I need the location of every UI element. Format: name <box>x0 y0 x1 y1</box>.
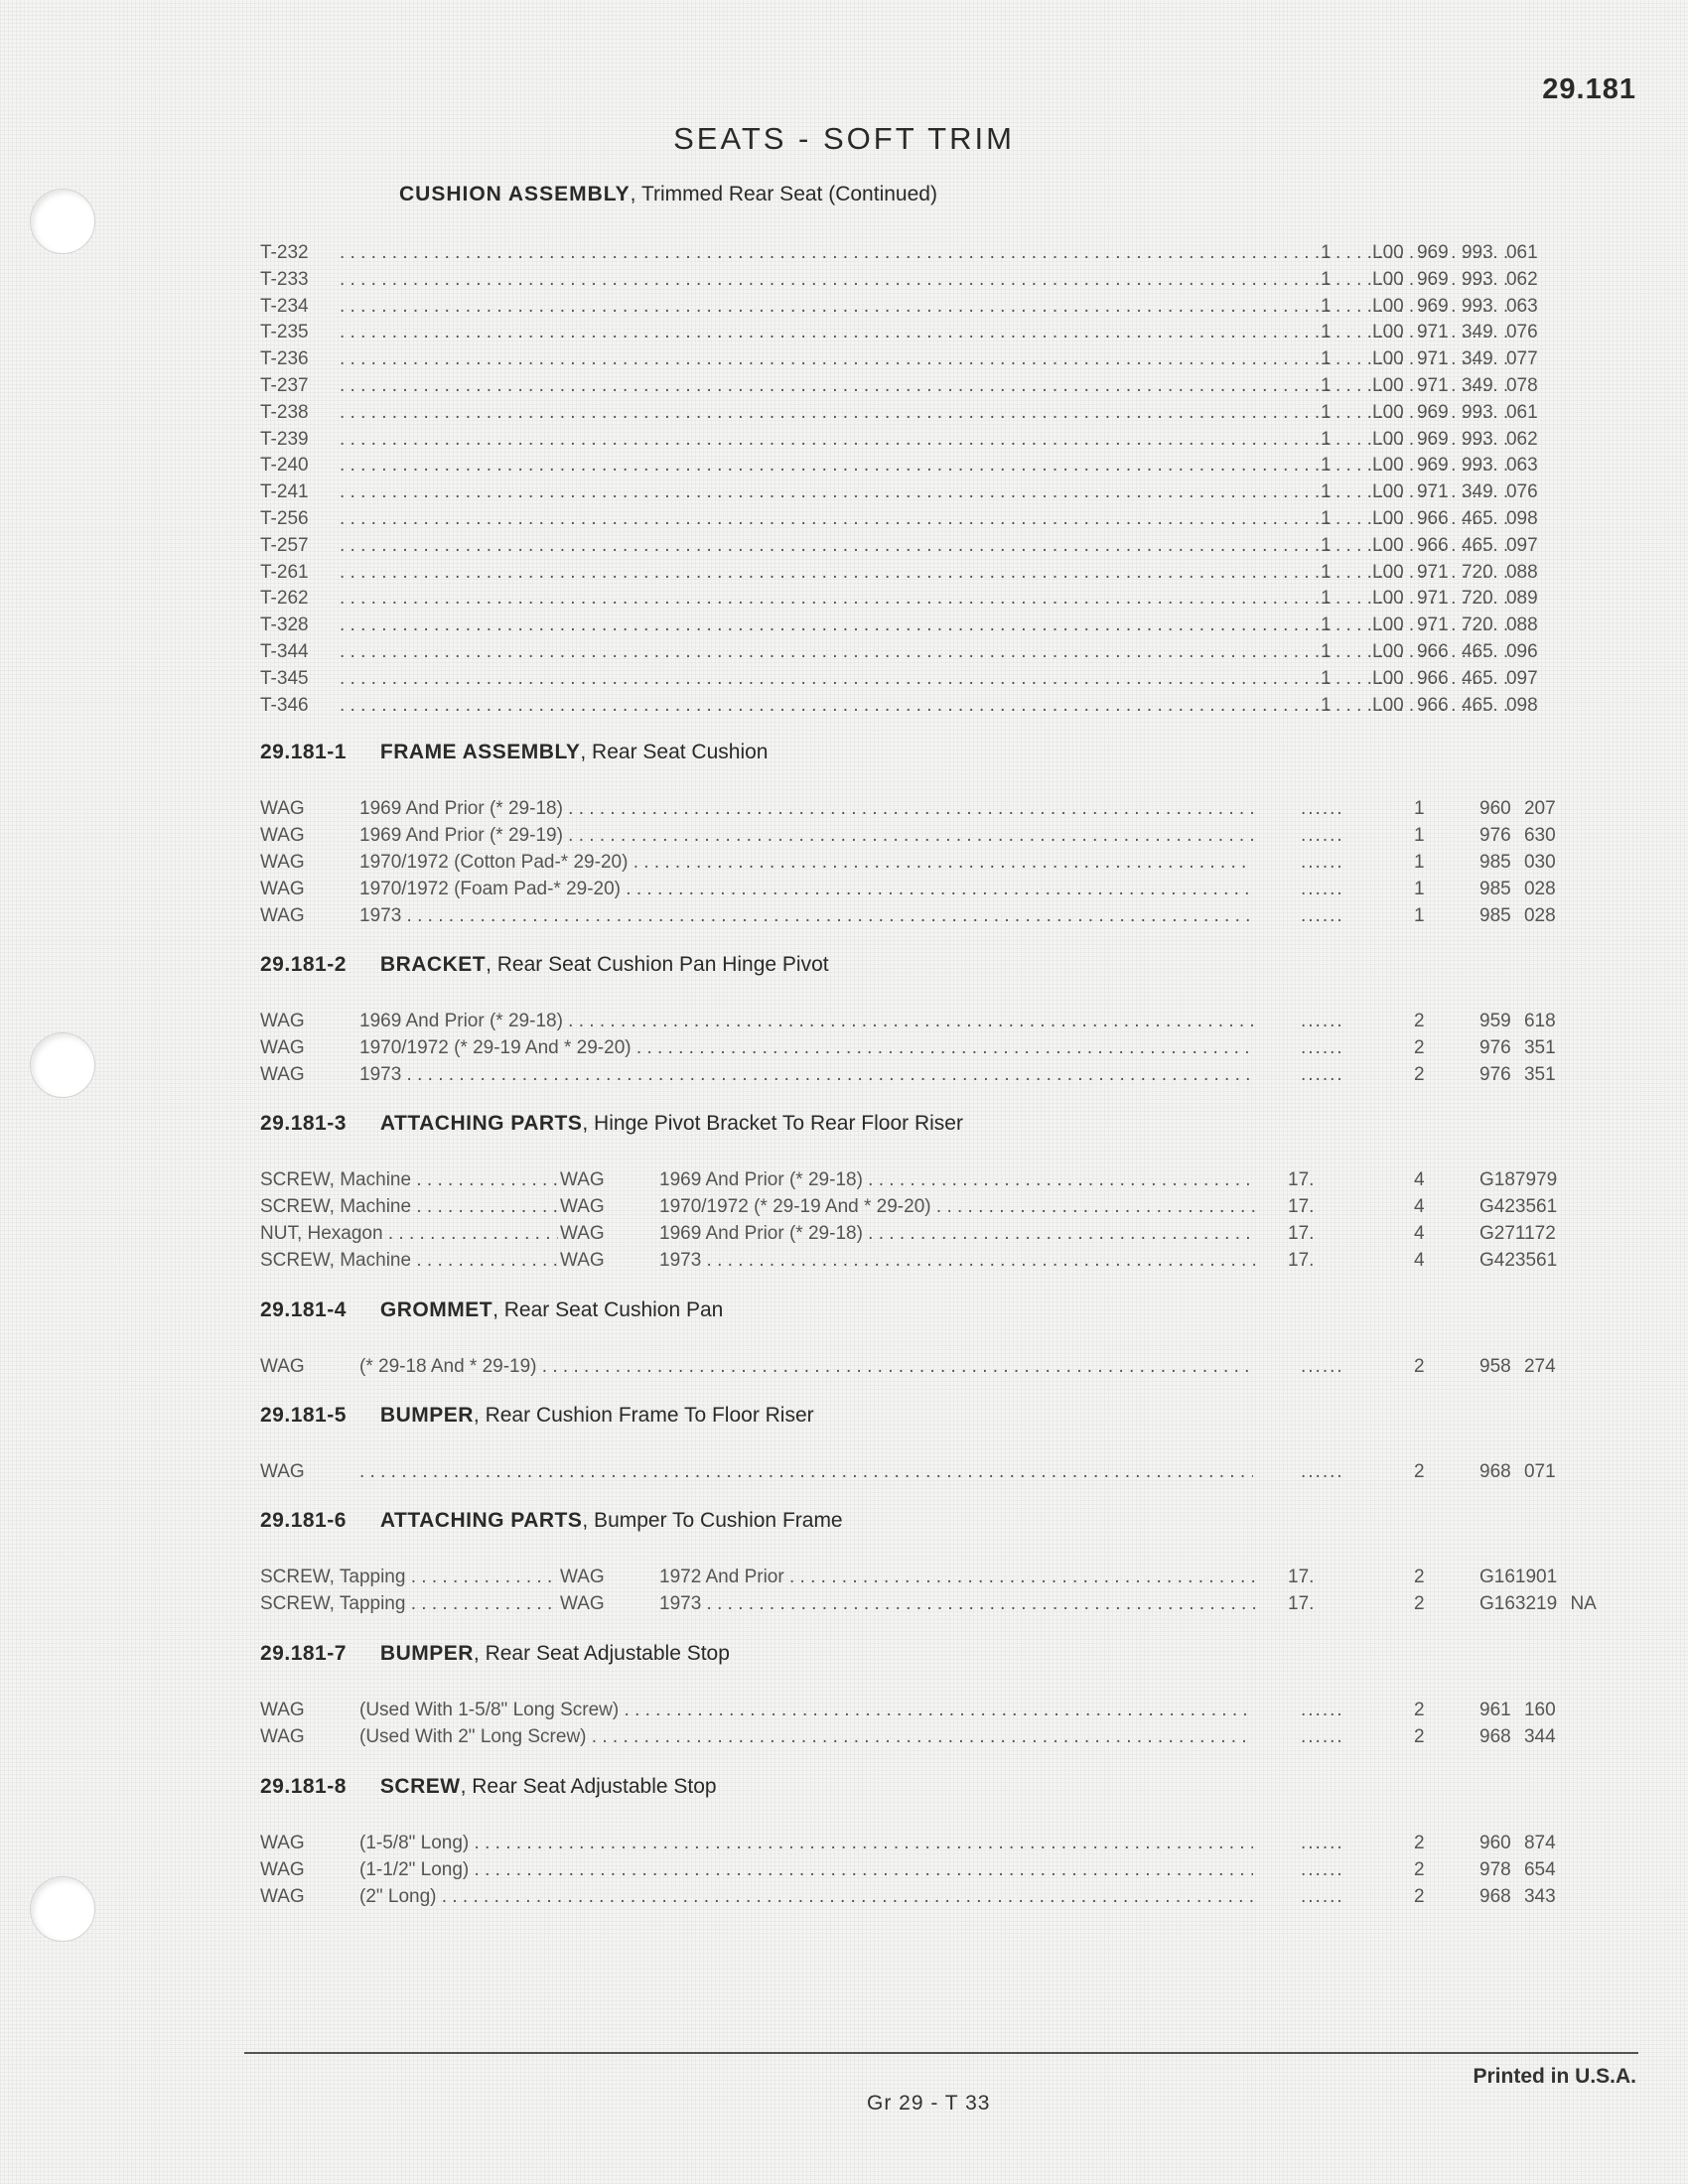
part-number: 960 874 <box>1479 1833 1556 1853</box>
quantity: 1 <box>1321 561 1332 583</box>
section-subtitle: , Rear Cushion Frame To Floor Riser <box>473 1404 814 1427</box>
section-number: 29.181-5 <box>260 1404 347 1427</box>
binder-hole <box>30 189 95 254</box>
quantity: 1 <box>1321 481 1332 503</box>
group-number: 17. <box>1288 1593 1315 1614</box>
part-number: 985 028 <box>1479 879 1556 899</box>
attaching-part-row <box>260 1565 1630 1590</box>
quantity: 2 <box>1414 1886 1425 1907</box>
section-number: 29.181-7 <box>260 1642 347 1665</box>
quantity: 2 <box>1414 1461 1425 1482</box>
leader-dots <box>340 294 1511 320</box>
trim-code: T-345 <box>260 667 309 689</box>
quantity: 4 <box>1414 1250 1425 1271</box>
part-description: (* 29-18 And * 29-19) . . . <box>359 1354 1253 1380</box>
quantity: 4 <box>1414 1169 1425 1190</box>
part-number: L00 971 720 088 <box>1372 561 1538 583</box>
section-title: FRAME ASSEMBLY <box>379 741 581 763</box>
part-description: (1-5/8" Long) . . . <box>359 1831 1253 1856</box>
part-number: G423561 <box>1479 1196 1558 1217</box>
part-number: 976 351 <box>1479 1037 1556 1058</box>
section-number: 29.181-2 <box>260 953 347 976</box>
trim-row <box>260 666 1571 692</box>
trim-row <box>260 479 1571 505</box>
trim-row <box>260 453 1571 478</box>
quantity: 1 <box>1321 242 1332 263</box>
part-description: 1969 And Prior (* 29-18) . . . <box>359 796 1253 822</box>
part-description: (Used With 1-5/8" Long Screw) . . . <box>359 1698 1253 1723</box>
quantity: 1 <box>1414 852 1425 873</box>
trim-row <box>260 533 1571 559</box>
part-description: (Used With 2" Long Screw) . . . <box>359 1724 1253 1750</box>
part-description: 1970/1972 (* 29-19 And * 29-20) . . . <box>659 1194 1255 1220</box>
quantity: 1 <box>1321 614 1332 636</box>
attaching-part-row <box>260 1167 1630 1193</box>
section-title: BRACKET <box>379 953 487 976</box>
part-row <box>260 1698 1630 1723</box>
part-row <box>260 850 1630 876</box>
leader-mark: ...... <box>1301 1886 1344 1907</box>
leader-mark: ...... <box>1301 905 1344 926</box>
model-code: WAG <box>560 1169 605 1190</box>
quantity: 1 <box>1321 588 1332 610</box>
leader-dots <box>340 639 1511 665</box>
leader-mark: ...... <box>1301 1356 1344 1377</box>
part-description: (1-1/2" Long) . . . <box>359 1857 1253 1883</box>
model-code: WAG <box>260 852 305 873</box>
trim-code: T-344 <box>260 641 309 662</box>
quantity: 2 <box>1414 1567 1425 1587</box>
part-number: L00 966 465 098 <box>1372 508 1538 529</box>
part-row <box>260 796 1630 822</box>
leader-dots <box>340 453 1511 478</box>
section-subheading <box>399 183 937 206</box>
leader-dots <box>340 240 1511 266</box>
part-number: L00 971 349 078 <box>1372 375 1538 396</box>
leader-mark: ...... <box>1301 798 1344 819</box>
model-code: WAG <box>260 1461 305 1482</box>
trim-code: T-238 <box>260 401 309 423</box>
part-description: 1969 And Prior (* 29-18) . . . <box>359 1009 1253 1034</box>
model-code: WAG <box>260 1726 305 1747</box>
leader-mark: ...... <box>1301 1833 1344 1853</box>
quantity: 2 <box>1414 1726 1425 1747</box>
part-number: 968 071 <box>1479 1461 1556 1482</box>
model-code: WAG <box>260 798 305 819</box>
part-number: L00 966 465 097 <box>1372 534 1538 556</box>
leader-mark: ...... <box>1301 852 1344 873</box>
part-name: SCREW, Tapping . . . <box>260 1591 558 1617</box>
section-subtitle: , Rear Seat Adjustable Stop <box>460 1775 717 1798</box>
section-subtitle: , Rear Seat Adjustable Stop <box>473 1642 730 1665</box>
trim-row <box>260 240 1571 266</box>
part-number: L00 966 465 097 <box>1372 667 1538 689</box>
leader-dots <box>340 373 1511 399</box>
section-heading <box>260 953 829 977</box>
attaching-part-row <box>260 1248 1630 1274</box>
binder-hole <box>30 1032 95 1098</box>
printed-in: Printed in U.S.A. <box>1473 2065 1636 2088</box>
leader-dots <box>340 693 1511 719</box>
group-number: 17. <box>1288 1169 1315 1190</box>
leader-mark: ...... <box>1301 825 1344 846</box>
quantity: 1 <box>1321 641 1332 662</box>
part-number: L00 966 465 096 <box>1372 641 1538 662</box>
part-description <box>359 1459 1253 1485</box>
part-number: 978 654 <box>1479 1859 1556 1880</box>
quantity: 1 <box>1414 905 1425 926</box>
quantity: 2 <box>1414 1037 1425 1058</box>
leader-dots <box>340 533 1511 559</box>
leader-dots <box>340 427 1511 453</box>
part-number: L00 971 349 076 <box>1372 481 1538 503</box>
section-number: 29.181-6 <box>260 1509 347 1532</box>
attaching-part-row <box>260 1591 1630 1617</box>
footer-rule <box>244 2052 1638 2054</box>
trim-code: T-261 <box>260 561 309 583</box>
trim-row <box>260 320 1571 345</box>
model-code: WAG <box>260 1064 305 1085</box>
part-number: 976 351 <box>1479 1064 1556 1085</box>
part-description: 1969 And Prior (* 29-19) . . . <box>359 823 1253 849</box>
model-code: WAG <box>260 1886 305 1907</box>
trim-code: T-240 <box>260 455 309 477</box>
section-title: GROMMET <box>379 1298 493 1321</box>
part-description: 1969 And Prior (* 29-18) . . . <box>659 1221 1255 1247</box>
attaching-part-row <box>260 1194 1630 1220</box>
quantity: 1 <box>1321 322 1332 343</box>
part-number: 985 028 <box>1479 905 1556 926</box>
part-description: 1969 And Prior (* 29-18) . . . <box>659 1167 1255 1193</box>
part-number: L00 971 720 089 <box>1372 588 1538 610</box>
part-number: L00 971 720 088 <box>1372 614 1538 636</box>
part-description: (2" Long) . . . <box>359 1884 1253 1910</box>
binder-hole <box>30 1876 95 1942</box>
leader-dots <box>340 400 1511 426</box>
trim-code: T-239 <box>260 428 309 450</box>
trim-row <box>260 294 1571 320</box>
trim-row <box>260 373 1571 399</box>
trim-code: T-234 <box>260 295 309 317</box>
part-row <box>260 1831 1630 1856</box>
leader-dots <box>340 666 1511 692</box>
quantity: 2 <box>1414 1859 1425 1880</box>
model-code: WAG <box>260 905 305 926</box>
section-heading <box>260 1298 723 1322</box>
part-number: G187979 <box>1479 1169 1558 1190</box>
part-description: 1972 And Prior . . . <box>659 1565 1255 1590</box>
leader-dots <box>340 506 1511 532</box>
section-heading <box>260 1775 717 1799</box>
section-number: 29.181-8 <box>260 1775 347 1798</box>
quantity: 1 <box>1321 455 1332 477</box>
part-row <box>260 823 1630 849</box>
section-subtitle: , Rear Seat Cushion Pan Hinge Pivot <box>486 953 829 976</box>
quantity: 1 <box>1414 879 1425 899</box>
trim-code: T-241 <box>260 481 309 503</box>
part-number: L00 971 349 076 <box>1372 322 1538 343</box>
trim-code: T-235 <box>260 322 309 343</box>
section-subtitle: , Bumper To Cushion Frame <box>582 1509 843 1532</box>
section-title: BUMPER <box>379 1642 474 1665</box>
trim-code: T-262 <box>260 588 309 610</box>
page-title: SEATS - SOFT TRIM <box>673 121 1015 156</box>
quantity: 1 <box>1321 348 1332 370</box>
part-number: L00 971 349 077 <box>1372 348 1538 370</box>
leader-dots <box>340 613 1511 638</box>
trim-row <box>260 267 1571 293</box>
leader-dots <box>340 267 1511 293</box>
part-description: 1970/1972 (Cotton Pad-* 29-20) . . . <box>359 850 1253 876</box>
group-reference: Gr 29 - T 33 <box>867 2092 991 2115</box>
trim-code: T-233 <box>260 268 309 290</box>
trim-row <box>260 346 1571 372</box>
leader-dots <box>340 320 1511 345</box>
quantity: 1 <box>1321 508 1332 529</box>
section-title: ATTACHING PARTS <box>379 1112 583 1135</box>
part-number: L00 969 993 062 <box>1372 268 1538 290</box>
part-row <box>260 1857 1630 1883</box>
model-code: WAG <box>260 1011 305 1031</box>
quantity: 2 <box>1414 1700 1425 1720</box>
part-row <box>260 877 1630 902</box>
group-number: 17. <box>1288 1223 1315 1244</box>
part-name: NUT, Hexagon . . . <box>260 1221 558 1247</box>
trim-code: T-236 <box>260 348 309 370</box>
model-code: WAG <box>560 1593 605 1614</box>
part-row <box>260 903 1630 929</box>
trim-code: T-232 <box>260 242 309 263</box>
quantity: 1 <box>1321 534 1332 556</box>
trim-row <box>260 613 1571 638</box>
trim-row <box>260 693 1571 719</box>
part-row <box>260 1354 1630 1380</box>
section-subtitle: , Rear Seat Cushion <box>580 741 769 763</box>
part-number: L00 966 465 098 <box>1372 694 1538 716</box>
part-number: 968 344 <box>1479 1726 1556 1747</box>
model-code: WAG <box>260 1356 305 1377</box>
model-code: WAG <box>260 1833 305 1853</box>
part-number: G163219 NA <box>1479 1593 1597 1614</box>
leader-mark: ...... <box>1301 1859 1344 1880</box>
part-description: 1970/1972 (* 29-19 And * 29-20) . . . <box>359 1035 1253 1061</box>
part-row <box>260 1035 1630 1061</box>
section-subtitle: , Rear Seat Cushion Pan <box>492 1298 724 1321</box>
leader-mark: ...... <box>1301 1461 1344 1482</box>
trim-row <box>260 400 1571 426</box>
leader-mark: ...... <box>1301 1037 1344 1058</box>
quantity: 2 <box>1414 1356 1425 1377</box>
part-description: 1973 . . . <box>659 1248 1255 1274</box>
part-description: 1973 . . . <box>659 1591 1255 1617</box>
group-number: 17. <box>1288 1196 1315 1217</box>
part-number: 985 030 <box>1479 852 1556 873</box>
part-number: G271172 <box>1479 1223 1556 1244</box>
quantity: 2 <box>1414 1064 1425 1085</box>
model-code: WAG <box>260 1037 305 1058</box>
model-code: WAG <box>560 1567 605 1587</box>
quantity: 1 <box>1414 798 1425 819</box>
trim-row <box>260 586 1571 612</box>
section-heading <box>260 741 768 764</box>
quantity: 1 <box>1321 694 1332 716</box>
quantity: 1 <box>1321 428 1332 450</box>
trim-code: T-346 <box>260 694 309 716</box>
section-number: 29.181-3 <box>260 1112 347 1135</box>
part-row <box>260 1459 1630 1485</box>
part-number: L00 969 993 063 <box>1372 295 1538 317</box>
part-description: 1973 . . . <box>359 1062 1253 1088</box>
part-name: SCREW, Tapping . . . <box>260 1565 558 1590</box>
part-row <box>260 1724 1630 1750</box>
part-number: 959 618 <box>1479 1011 1556 1031</box>
part-number: 968 343 <box>1479 1886 1556 1907</box>
leader-mark: ...... <box>1301 879 1344 899</box>
quantity: 2 <box>1414 1833 1425 1853</box>
part-name: SCREW, Machine . . . <box>260 1194 558 1220</box>
model-code: WAG <box>260 879 305 899</box>
part-number: 958 274 <box>1479 1356 1556 1377</box>
part-number: L00 969 993 061 <box>1372 401 1538 423</box>
section-heading <box>260 1642 730 1666</box>
model-code: WAG <box>260 1859 305 1880</box>
quantity: 2 <box>1414 1011 1425 1031</box>
model-code: WAG <box>260 825 305 846</box>
section-heading <box>260 1404 814 1428</box>
trim-row <box>260 427 1571 453</box>
model-code: WAG <box>560 1250 605 1271</box>
group-number: 17. <box>1288 1567 1315 1587</box>
quantity: 1 <box>1321 268 1332 290</box>
leader-dots <box>340 560 1511 586</box>
part-name: SCREW, Machine . . . <box>260 1167 558 1193</box>
part-description: 1970/1972 (Foam Pad-* 29-20) . . . <box>359 877 1253 902</box>
part-description: 1973 . . . <box>359 903 1253 929</box>
part-row <box>260 1884 1630 1910</box>
section-title: ATTACHING PARTS <box>379 1509 583 1532</box>
leader-mark: ...... <box>1301 1700 1344 1720</box>
quantity: 1 <box>1321 295 1332 317</box>
attaching-part-row <box>260 1221 1630 1247</box>
part-number: L00 969 993 062 <box>1372 428 1538 450</box>
part-number: 961 160 <box>1479 1700 1556 1720</box>
trim-row <box>260 560 1571 586</box>
part-number: 976 630 <box>1479 825 1556 846</box>
part-row <box>260 1009 1630 1034</box>
quantity: 1 <box>1321 375 1332 396</box>
section-title: SCREW <box>379 1775 461 1798</box>
part-number: L00 969 993 063 <box>1372 455 1538 477</box>
trim-code: T-256 <box>260 508 309 529</box>
quantity: 1 <box>1321 401 1332 423</box>
quantity: 2 <box>1414 1593 1425 1614</box>
leader-dots <box>340 346 1511 372</box>
trim-code: T-328 <box>260 614 309 636</box>
leader-dots <box>340 479 1511 505</box>
leader-mark: ...... <box>1301 1726 1344 1747</box>
section-subtitle: , Hinge Pivot Bracket To Rear Floor Riser <box>582 1112 963 1135</box>
quantity: 4 <box>1414 1196 1425 1217</box>
section-number: 29.181-1 <box>260 741 347 763</box>
page-number: 29.181 <box>1542 73 1636 105</box>
section-heading <box>260 1509 843 1533</box>
part-name: SCREW, Machine . . . <box>260 1248 558 1274</box>
quantity: 1 <box>1414 825 1425 846</box>
trim-row <box>260 506 1571 532</box>
part-number: G423561 <box>1479 1250 1558 1271</box>
part-number: G161901 <box>1479 1567 1558 1587</box>
quantity: 1 <box>1321 667 1332 689</box>
part-row <box>260 1062 1630 1088</box>
trim-code: T-237 <box>260 375 309 396</box>
section-title: BUMPER <box>379 1404 474 1427</box>
model-code: WAG <box>560 1223 605 1244</box>
leader-mark: ...... <box>1301 1011 1344 1031</box>
leader-dots <box>340 586 1511 612</box>
quantity: 4 <box>1414 1223 1425 1244</box>
model-code: WAG <box>560 1196 605 1217</box>
model-code: WAG <box>260 1700 305 1720</box>
subheading-bold: CUSHION ASSEMBLY <box>399 183 631 205</box>
trim-row <box>260 639 1571 665</box>
part-number: L00 969 993 061 <box>1372 242 1538 263</box>
group-number: 17. <box>1288 1250 1315 1271</box>
trim-code: T-257 <box>260 534 309 556</box>
section-number: 29.181-4 <box>260 1298 347 1321</box>
section-heading <box>260 1112 963 1136</box>
part-number: 960 207 <box>1479 798 1556 819</box>
subheading-rest: , Trimmed Rear Seat (Continued) <box>630 183 937 205</box>
leader-mark: ...... <box>1301 1064 1344 1085</box>
